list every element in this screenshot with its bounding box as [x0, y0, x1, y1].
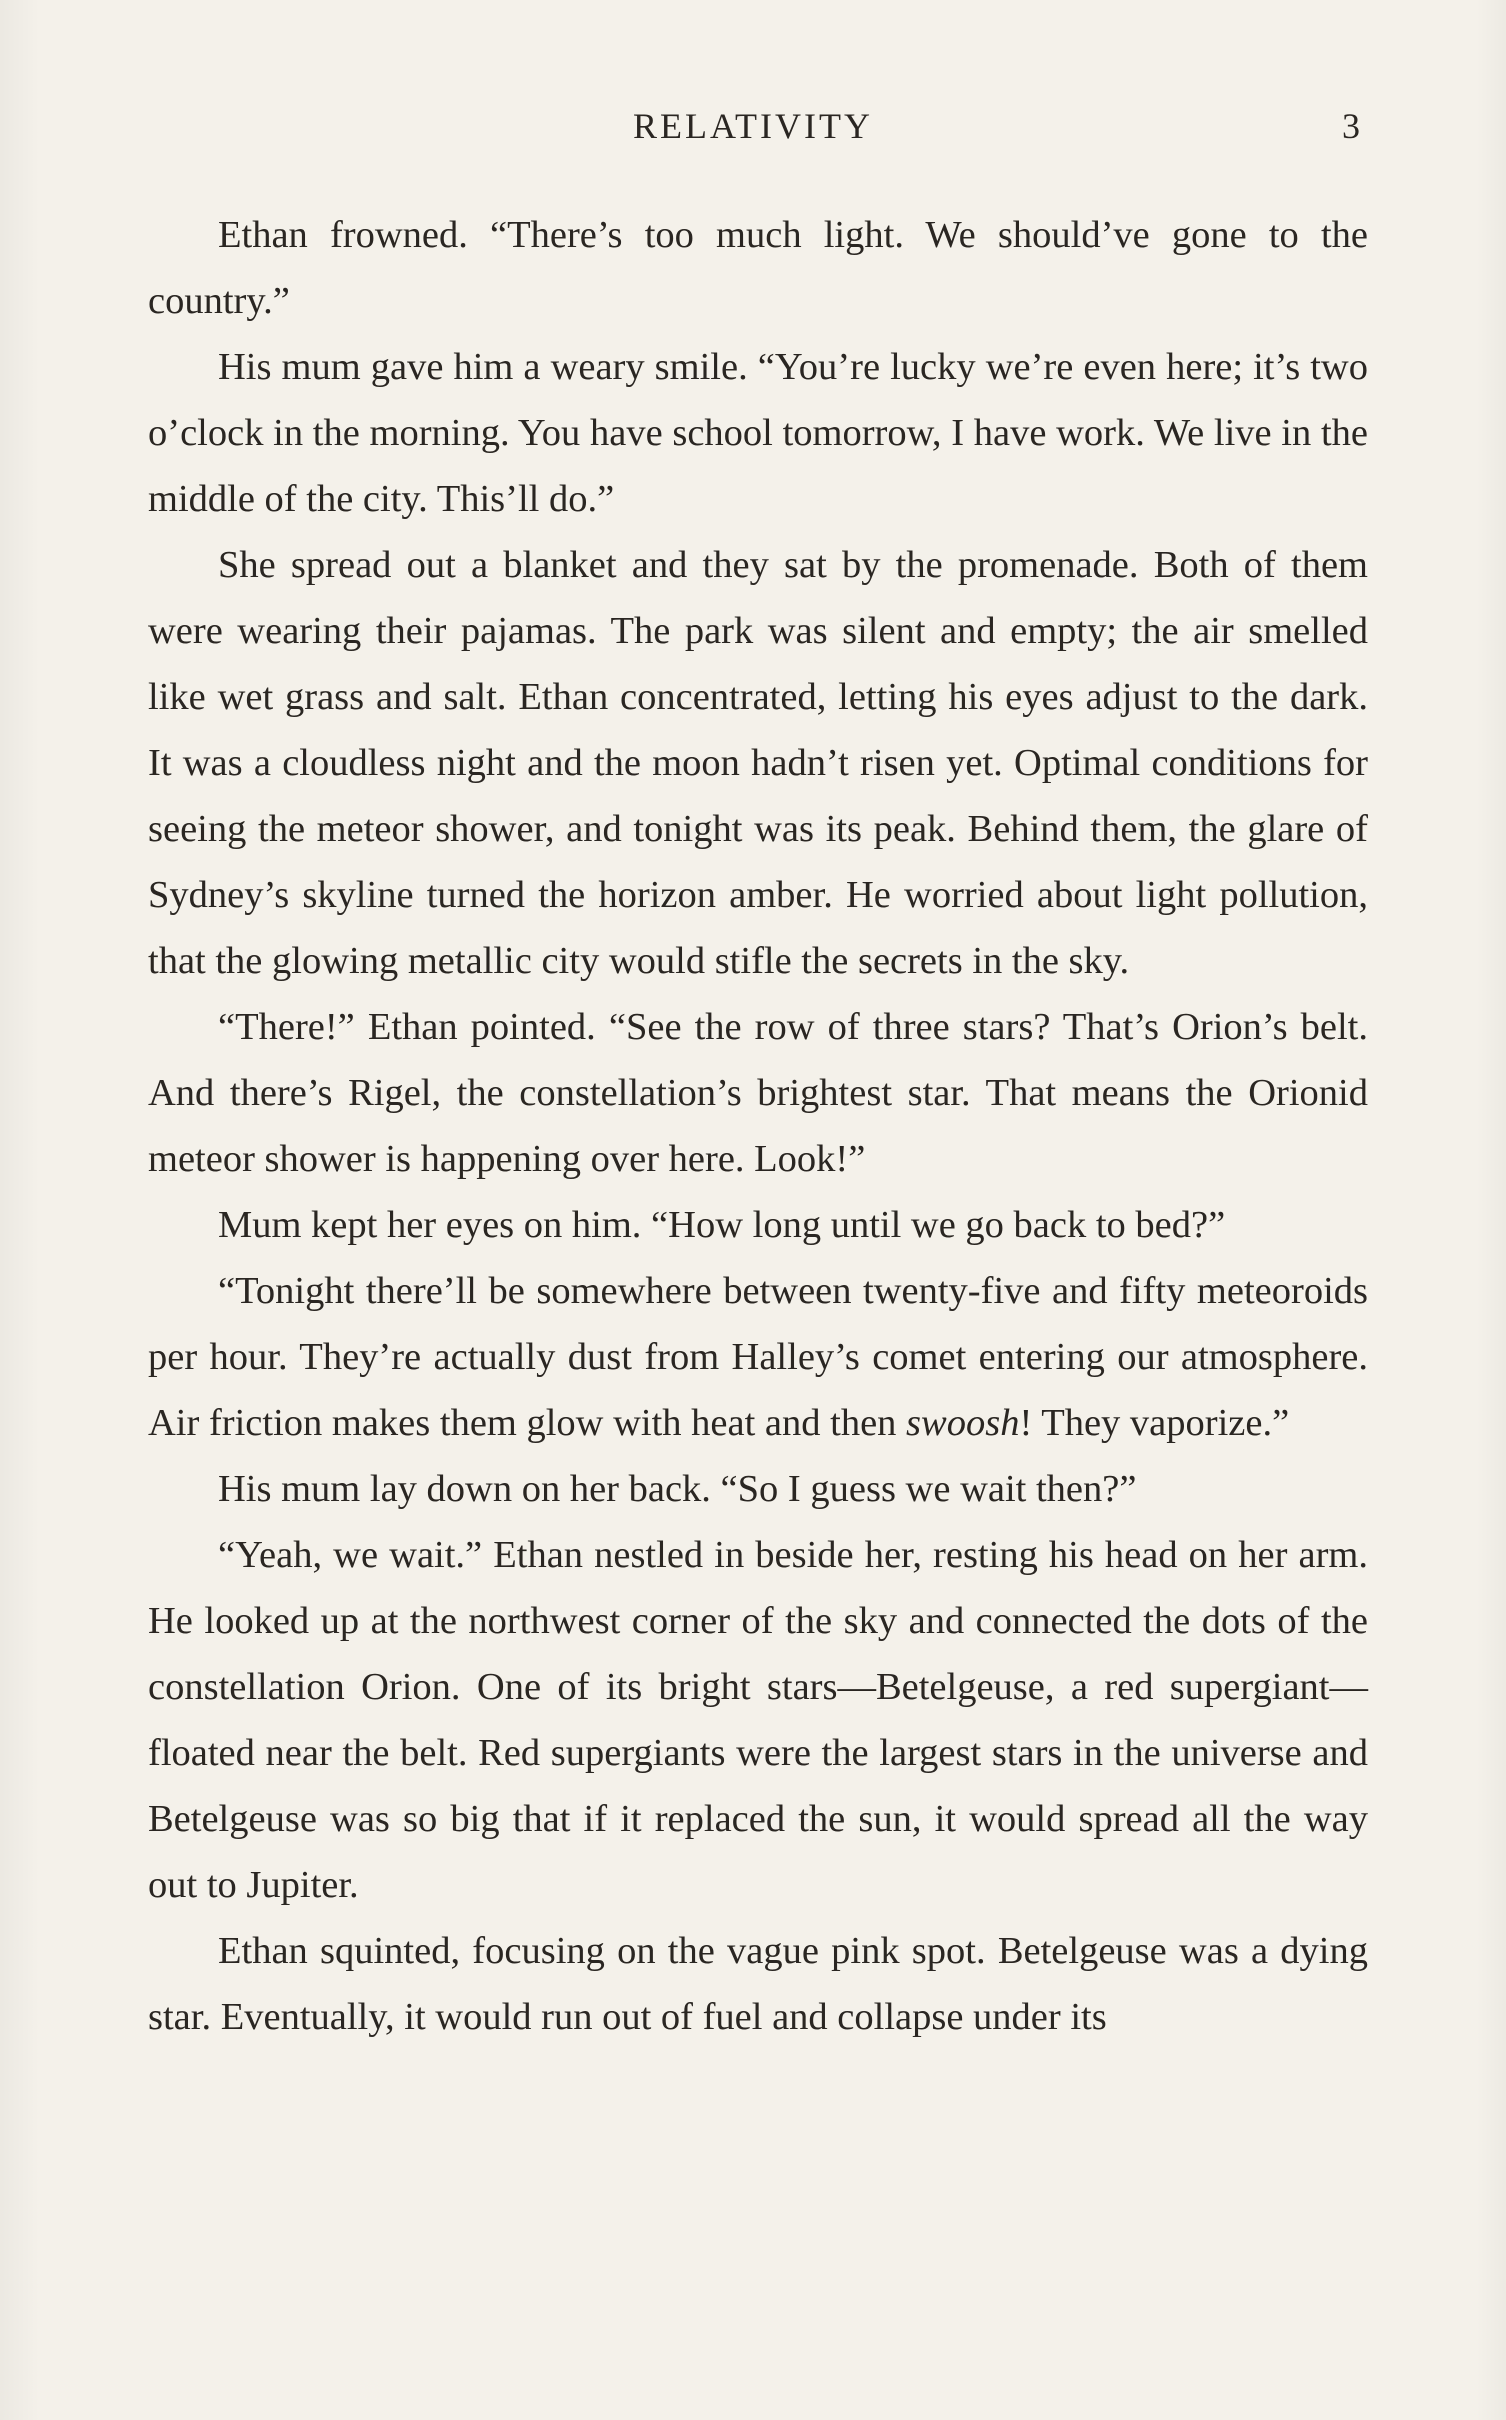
- paragraph: Ethan squinted, focusing on the vague pink spot. Betelgeuse was a dying star. Eventually, it would run out of fuel and collapse under its: [148, 1930, 1368, 2038]
- running-title: RELATIVITY: [633, 106, 873, 146]
- paragraph: His mum lay down on her back. “So I guess we wait then?”: [218, 1468, 1137, 1510]
- body-text: [148, 202, 1368, 2050]
- paragraph: His mum gave him a weary smile. “You’re lucky we’re even here; it’s two o’clock in the morning. You have school tomorrow, I have work. We live in the middle of the city. This’ll do.”: [148, 346, 1368, 520]
- paragraph: “There!” Ethan pointed. “See the row of three stars? That’s Orion’s belt. And there’s Rigel, the constellation’s brightest star. That means the Orionid meteor shower is happening over here. Look!”: [148, 1006, 1368, 1180]
- paragraph: [148, 1258, 1368, 1456]
- page-number: 3: [1342, 106, 1360, 146]
- running-head: [0, 96, 1506, 156]
- paragraph-text: “Tonight there’ll be somewhere between twenty-five and fifty meteoroids per hour. They’re actually dust from Halley’s comet entering our atmosphere. Air friction makes them glow with heat and then: [148, 1270, 1368, 1444]
- paragraph: Ethan frowned. “There’s too much light. We should’ve gone to the country.”: [148, 214, 1368, 322]
- paragraph: “Yeah, we wait.” Ethan nestled in beside her, resting his head on her arm. He looked up at the northwest corner of the sky and connected the dots of the constellation Orion. One of its bright stars—Betelgeuse, a red supergiant—floated near the belt. Red supergiants were the largest stars in the universe and Betelgeuse was so big that if it replaced the sun, it would spread all the way out to Jupiter.: [148, 1534, 1368, 1906]
- paragraph: Mum kept her eyes on him. “How long until we go back to bed?”: [218, 1204, 1226, 1246]
- paragraph: She spread out a blanket and they sat by the promenade. Both of them were wearing their pajamas. The park was silent and empty; the air smelled like wet grass and salt. Ethan concentrated, letting his eyes adjust to the dark. It was a cloudless night and the moon hadn’t risen yet. Optimal conditions for seeing the meteor shower, and tonight was its peak. Behind them, the glare of Sydney’s skyline turned the horizon amber. He worried about light pollution, that the glowing metallic city would stifle the secrets in the sky.: [148, 544, 1368, 982]
- paragraph-text: ! They vaporize.”: [1019, 1402, 1290, 1444]
- italic-word: swoosh: [906, 1402, 1020, 1444]
